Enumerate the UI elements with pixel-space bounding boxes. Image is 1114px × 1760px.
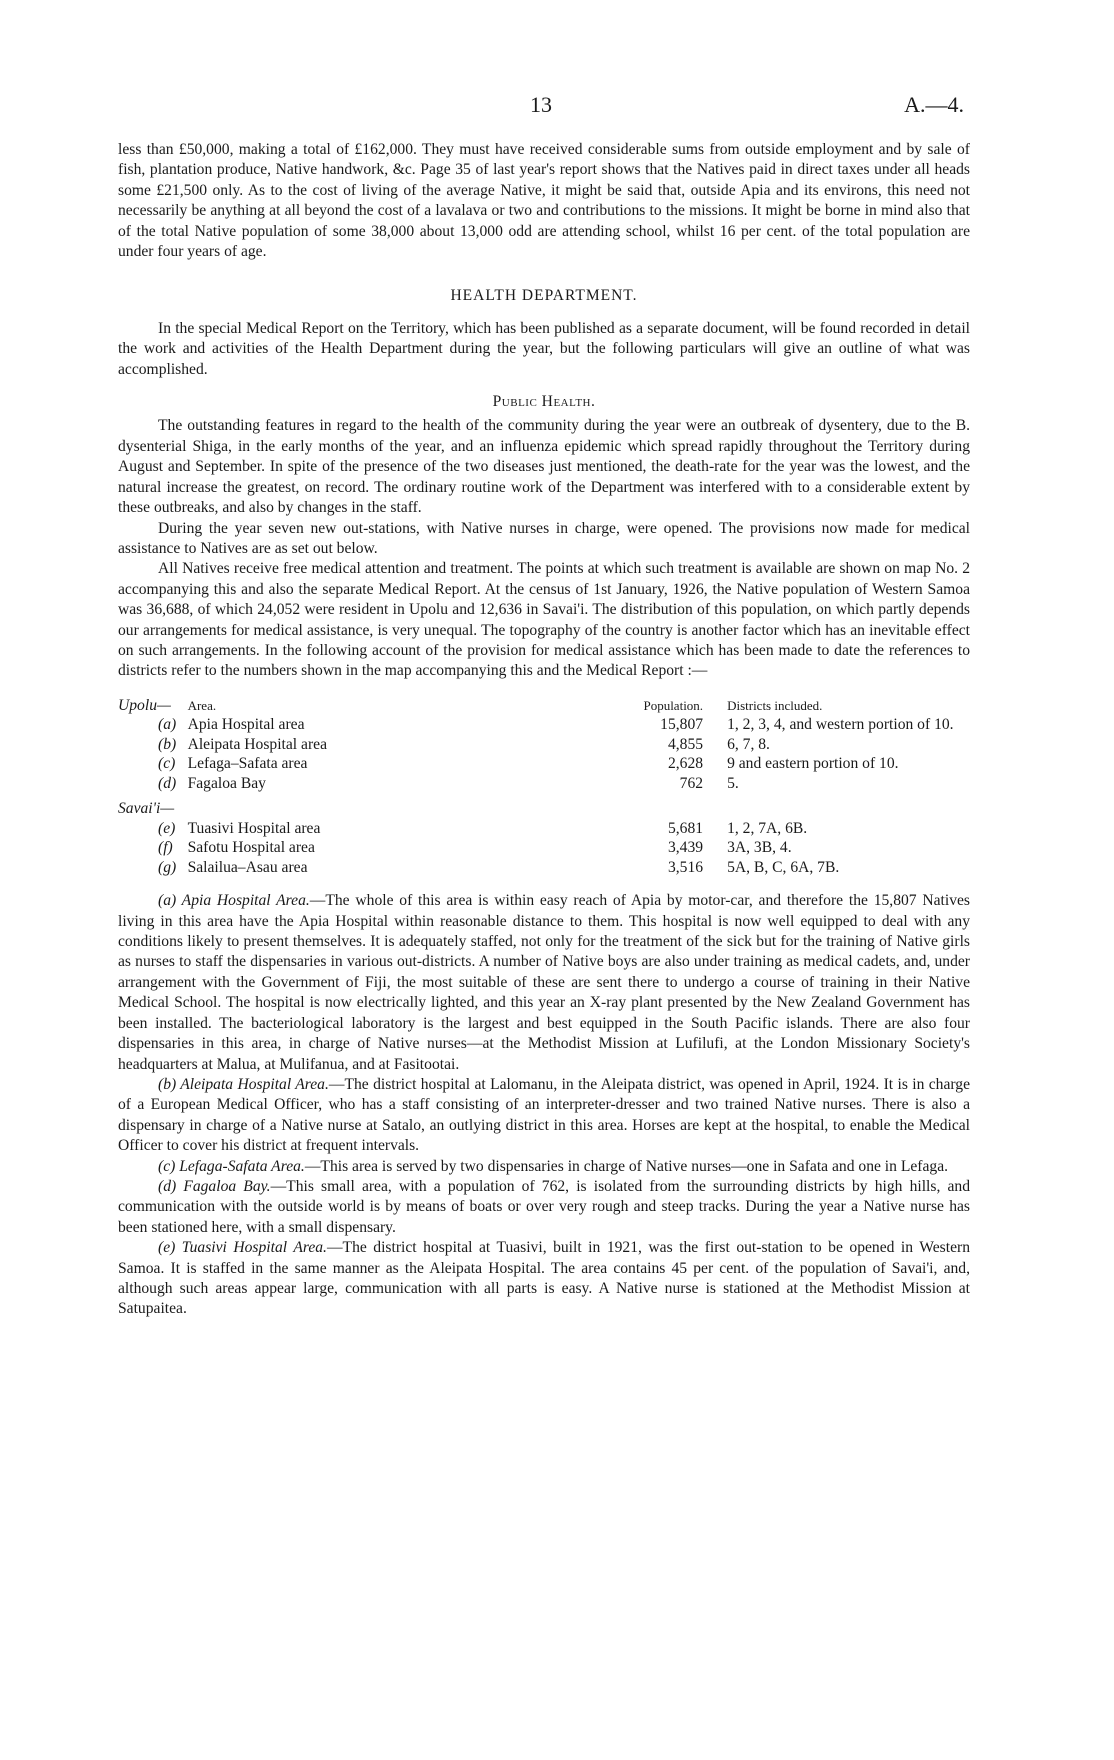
area-paragraph-lead: (c) Lefaga-Safata Area. <box>158 1157 305 1175</box>
intro-paragraph: less than £50,000, making a total of £162,000. They must have received considerable sums from outside employment and by sale of fish, plantation produce, Native handwork, &c. Page 35 of last year's report shows that the Natives paid in direct taxes under all heads some £21,500 only. As to the cost of living of the average Native, it might be said that, outside Apia and its environs, this need not necessarily be anything at all beyond the cost of a lavalava or two and contributions to the missions. It might be borne in mind also that of the total Native population of some 38,000 about 13,000 odd are attending school, whilst 16 per cent. of the total population are under four years of age. <box>118 141 970 261</box>
row-population: 5,681 <box>667 819 704 837</box>
table-row <box>118 774 970 800</box>
table-row <box>118 715 970 735</box>
table-row <box>118 754 970 774</box>
row-districts: 5. <box>727 774 739 792</box>
row-label: (a) <box>158 716 177 734</box>
page-content <box>118 140 970 1320</box>
table-row <box>118 819 970 839</box>
row-population: 3,439 <box>667 839 704 857</box>
area-paragraph-lead: (e) Tuasivi Hospital Area. <box>158 1239 327 1257</box>
area-paragraph-text: —This small area, with a population of 762, is isolated from the surrounding districts by high hills, and communication with the outside world is by means of boats or over very rough and steep tracks. During the year a Native nurse has been stationed here, with a small dispensary. <box>118 1177 971 1236</box>
table-group-row <box>118 799 970 819</box>
public-health-paragraph: All Natives receive free medical attention and treatment. The points at which such treatment is available are shown on map No. 2 accompanying this and also the separate Medical Report. At the census of 1st January, 1926, the Native population of Western Samoa was 36,688, of which 24,052 were resident in Upolu and 12,636 in Savai'i. The distribution of this population, on which partly depends our arrangements for medical assistance, is very unequal. The topography of the country is another factor which has an inevitable effect on such arrangements. In the following account of the provision for medical assistance which has been made to date the references to districts refer to the numbers shown in the map accompanying this and the Medical Report :— <box>118 560 970 680</box>
public-health-heading: Public Health. <box>492 393 596 411</box>
row-label: (b) <box>158 735 177 753</box>
table-row <box>118 735 970 755</box>
row-label: (g) <box>158 858 177 876</box>
health-department-heading: HEALTH DEPARTMENT. <box>450 287 638 305</box>
row-area: Salailua–Asau area <box>187 858 308 876</box>
area-paragraph-lead: (b) Aleipata Hospital Area. <box>158 1075 329 1093</box>
area-paragraph-text: —The district hospital at Lalomanu, in the Aleipata district, was opened in April, 1924. It is in charge of a European Medical Officer, who has a staff consisting of an interpreter-dresser and two trained Native nurses. There is also a dispensary in charge of a Native nurse at Satalo, an outlying district in this area. Horses are kept at the hospital, to enable the Medical Officer to cover his district at frequent intervals. <box>118 1075 971 1155</box>
row-districts: 6, 7, 8. <box>727 735 770 753</box>
area-paragraph <box>118 891 970 1075</box>
area-paragraph <box>118 1177 970 1238</box>
group-name: Savai'i— <box>118 800 175 818</box>
group-name: Upolu— <box>118 696 171 714</box>
row-label: (c) <box>158 755 176 773</box>
column-header-population: Population. <box>643 697 704 713</box>
row-area: Fagaloa Bay <box>187 774 266 792</box>
table-row <box>118 838 970 858</box>
area-paragraph <box>118 1157 970 1177</box>
row-area: Safotu Hospital area <box>187 839 315 857</box>
area-paragraph-text: —The whole of this area is within easy reach of Apia by motor-car, and therefore the 15,807 Natives living in this area have the Apia Hospital within reasonable distance to them. This hospital is now well equipped to deal with any conditions likely to present themselves. It is adequately staffed, not only for the treatment of the sick but for the training of Native girls as nurses to staff the dispensaries in various out-districts. A number of Native boys are also under training as medical cadets, and, under arrangement with the Government of Fiji, the most suitable of these are sent there to undergo a course of training in their Native Medical School. The hospital is now electrically lighted, and this year an X-ray plant presented by the New Zealand Government has been installed. The bacteriological laboratory is the largest and best equipped in the South Pacific islands. There are also four dispensaries in this area, in charge of Native nurses—at the Methodist Mission at Lufilufi, at the London Missionary Society's headquarters at Malua, at Mulifanua, and at Fasitootai. <box>118 892 970 1073</box>
health-paragraph: In the special Medical Report on the Territory, which has been published as a separate document, will be found recorded in detail the work and activities of the Health Department during the year, but the following particulars will give an outline of what was accomplished. <box>118 319 970 378</box>
row-population: 762 <box>679 774 704 792</box>
area-paragraph-text: —The district hospital at Tuasivi, built in 1921, was the first out-station to be opened in Western Samoa. It is staffed in the same manner as the Aleipata Hospital. The area contains 45 per cent. of the population of Savai'i, and, although such areas appear large, communication with all parts is easy. A Native nurse is stationed at the Methodist Mission at Satupaitea. <box>118 1239 970 1318</box>
column-header-area: Area. <box>187 697 217 713</box>
row-area: Tuasivi Hospital area <box>187 819 321 837</box>
area-paragraph-text: —This area is served by two dispensaries in charge of Native nurses—one in Safata and one in Lefaga. <box>304 1157 949 1175</box>
row-population: 2,628 <box>667 755 704 773</box>
row-population: 3,516 <box>667 858 704 876</box>
table-row <box>118 858 970 878</box>
row-districts: 3A, 3B, 4. <box>727 839 792 857</box>
row-area: Aleipata Hospital area <box>187 735 327 753</box>
area-paragraph-lead: (d) Fagaloa Bay. <box>158 1177 271 1195</box>
row-districts: 1, 2, 7A, 6B. <box>727 819 808 837</box>
area-paragraph <box>118 1075 970 1157</box>
row-districts: 1, 2, 3, 4, and western portion of 10. <box>727 716 954 734</box>
row-districts: 5A, B, C, 6A, 7B. <box>727 858 840 876</box>
row-label: (f) <box>158 839 173 857</box>
row-area: Apia Hospital area <box>187 716 305 734</box>
page-number: 13 <box>530 92 552 117</box>
column-header-districts: Districts included. <box>727 697 823 713</box>
public-health-paragraph: During the year seven new out-stations, with Native nurses in charge, were opened. The provisions now made for medical assistance to Natives are as set out below. <box>118 519 970 557</box>
row-label: (d) <box>158 774 177 792</box>
table-header-row <box>118 696 970 716</box>
area-paragraph <box>118 1238 970 1320</box>
districts-table <box>118 696 970 878</box>
row-area: Lefaga–Safata area <box>187 755 308 773</box>
area-paragraph-lead: (a) Apia Hospital Area. <box>158 892 310 910</box>
public-health-paragraph: The outstanding features in regard to the health of the community during the year were an outbreak of dysentery, due to the B. dysenterial Shiga, in the early months of the year, and an influenza epidemic which spread rapidly throughout the Territory during August and September. In spite of the presence of the two diseases just mentioned, the death-rate for the year was the lowest, and the natural increase the greatest, on record. The ordinary routine work of the Department was interfered with to a considerable extent by these outbreaks, and also by changes in the staff. <box>118 417 970 517</box>
row-label: (e) <box>158 819 176 837</box>
row-population: 4,855 <box>667 735 704 753</box>
row-districts: 9 and eastern portion of 10. <box>727 755 899 773</box>
row-population: 15,807 <box>660 716 704 734</box>
document-reference: A.—4. <box>904 92 964 117</box>
